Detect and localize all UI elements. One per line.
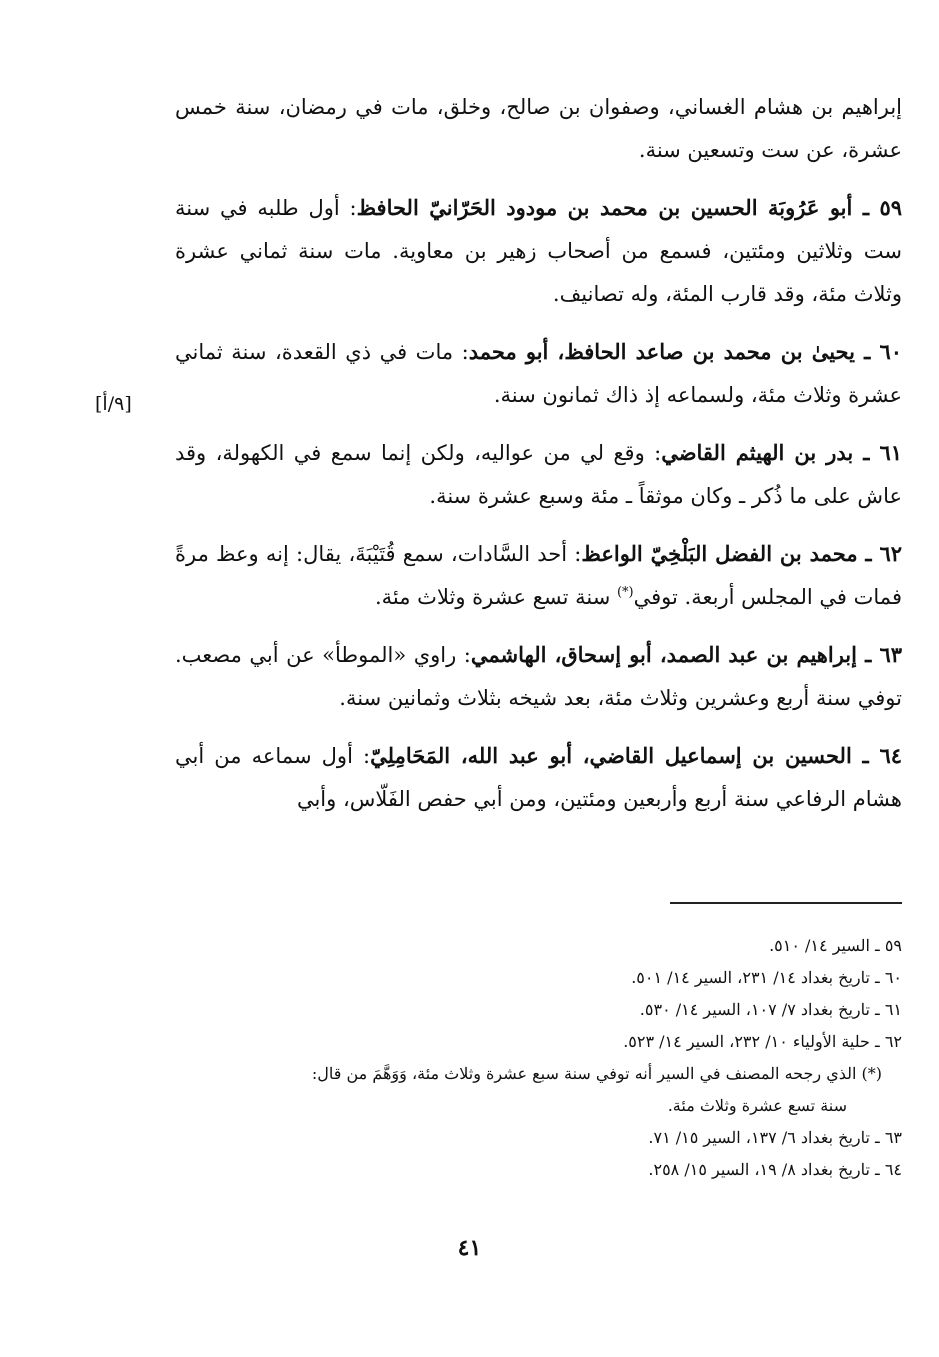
entry-heading: ٦١ ـ بدر بن الهيثم القاضي <box>661 440 902 465</box>
paragraph-entry-60 <box>175 330 902 417</box>
paragraph-continuation <box>175 86 902 172</box>
paragraph-text: : وقع لي من عواليه، ولكن إنما سمع في الكهولة، وقد عاش على ما ذُكر ـ وكان موثقاً ـ مئة وسبع عشرة سنة. <box>175 441 902 508</box>
paragraph-text: إبراهيم بن هشام الغساني، وصفوان بن صالح، وخلق، مات في رمضان، سنة خمس عشرة، عن ست وتسعين سنة. <box>175 95 902 162</box>
paragraph-text: : أول طلبه في سنة ست وثلاثين ومئتين، فسمع من أصحاب زهير بن معاوية. مات سنة ثماني عشرة وثلاث مئة، وقد قارب المئة، وله تصانيف. <box>175 196 902 306</box>
paragraph-text-after: سنة تسع عشرة وثلاث مئة. <box>374 585 617 609</box>
entry-heading: ٦٢ ـ محمد بن الفضل البَلْخِيّ الواعظ <box>581 541 902 566</box>
footnote-divider <box>670 902 902 904</box>
footnote-59: ٥٩ ـ السير ١٤/ ٥١٠. <box>769 936 902 955</box>
paragraph-entry-62 <box>175 532 902 619</box>
main-text <box>175 86 902 835</box>
star-footnote: (*) الذي رجحه المصنف في السير أنه توفي سنة سبع عشرة وثلاث مئة، وَوَهَّمَ من قال: <box>311 1064 882 1083</box>
paragraph-entry-63 <box>175 633 902 720</box>
paragraph-entry-59 <box>175 186 902 316</box>
paragraph-entry-61 <box>175 431 902 518</box>
entry-heading: ٦٠ ـ يحيىٰ بن محمد بن صاعد الحافظ، أبو محمد <box>468 339 902 364</box>
entry-heading: ٦٣ ـ إبراهيم بن عبد الصمد، أبو إسحاق، الهاشمي <box>470 642 902 667</box>
paragraph-text: : أول سماعه من أبي هشام الرفاعي سنة أربع وأربعين ومئتين، ومن أبي حفص الفَلّاس، وأبي <box>175 744 902 811</box>
page-number: ٤١ <box>457 1235 482 1261</box>
manuscript-folio-note: [٩/أ] <box>95 393 132 415</box>
footnote-60: ٦٠ ـ تاريخ بغداد ١٤/ ٢٣١، السير ١٤/ ٥٠١. <box>631 968 902 987</box>
paragraph-entry-64 <box>175 734 902 821</box>
footnotes <box>175 930 902 1186</box>
paragraph-text: : أحد السَّادات، سمع قُتَيْبَةَ، يقال: إنه وعظ مرةً فمات في المجلس أربعة. توفي <box>175 542 902 609</box>
paragraph-text: : راوي «الموطأ» عن أبي مصعب. توفي سنة أربع وعشرين وثلاث مئة، بعد شيخه بثلاث وثمانين سنة. <box>175 643 902 710</box>
footnote-61: ٦١ ـ تاريخ بغداد ٧/ ١٠٧، السير ١٤/ ٥٣٠. <box>639 1000 902 1019</box>
footnote-62: ٦٢ ـ حلية الأولياء ١٠/ ٢٣٢، السير ١٤/ ٥٢٣. <box>623 1032 902 1051</box>
paragraph-text: : مات في ذي القعدة، سنة ثماني عشرة وثلاث مئة، ولسماعه إذ ذاك ثمانون سنة. <box>175 340 902 407</box>
footnote-marker: (*) <box>616 585 634 600</box>
entry-heading: ٦٤ ـ الحسين بن إسماعيل القاضي، أبو عبد الله، المَحَامِلِيّ <box>370 743 903 768</box>
footnote-64: ٦٤ ـ تاريخ بغداد ٨/ ١٩، السير ١٥/ ٢٥٨. <box>648 1160 902 1179</box>
footnote-63: ٦٣ ـ تاريخ بغداد ٦/ ١٣٧، السير ١٥/ ٧١. <box>648 1128 902 1147</box>
star-footnote-continuation: سنة تسع عشرة وثلاث مئة. <box>667 1096 847 1115</box>
entry-heading: ٥٩ ـ أبو عَرُوبَة الحسين بن محمد بن مودود الحَرّانيّ الحافظ <box>356 195 902 220</box>
